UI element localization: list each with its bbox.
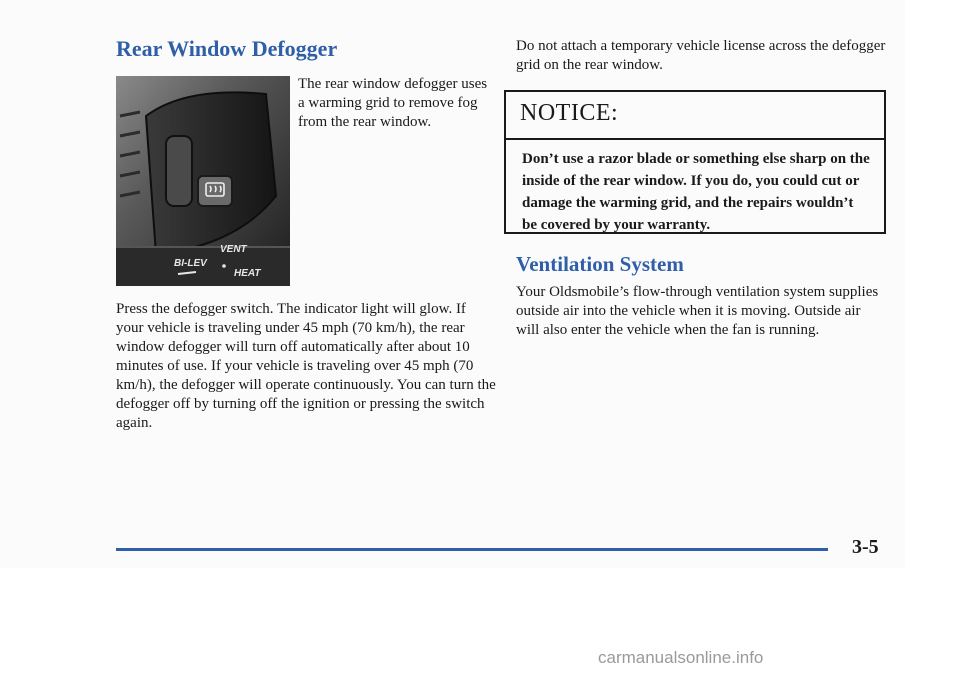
watermark-text: carmanualsonline.info — [598, 648, 764, 667]
notice-box — [504, 90, 886, 234]
bilev-label: BI-LEV — [174, 258, 207, 269]
defogger-intro-text: The rear window defogger uses a warming grid to remove fog from the rear window. — [298, 76, 488, 130]
section-heading-rear-window-defogger: Rear Window Defogger — [116, 36, 338, 61]
license-warning-text: Do not attach a temporary vehicle license across the defogger grid on the rear window. — [516, 38, 886, 73]
vent-label: VENT — [220, 244, 247, 255]
section-heading-ventilation-system: Ventilation System — [516, 252, 684, 276]
defogger-switch-photo — [116, 76, 290, 286]
notice-title: NOTICE: — [520, 100, 619, 126]
notice-divider — [506, 138, 884, 140]
defogger-instructions-text: Press the defogger switch. The indicator light will glow. If your vehicle is traveling under 45 mph (70 km/h), the rear window defogger will turn off automatically after about 10 minutes of use. If your vehicle is traveling over 45 mph (70 km/h), the defogger will operate continuously. You can turn the defogger off by turning off the ignition or pressing the switch again. — [116, 301, 496, 431]
notice-text: Don’t use a razor blade or something else sharp on the inside of the rear window. If you do, you could cut or damage the warming grid, and the repairs wouldn’t be covered by your warranty. — [522, 151, 870, 233]
heat-label: HEAT — [234, 268, 261, 279]
footer-rule — [116, 548, 828, 551]
ventilation-text: Your Oldsmobile’s flow-through ventilation system supplies outside air into the vehicle when it is moving. Outside air will also enter the vehicle when the fan is running. — [516, 284, 879, 338]
page-number: 3-5 — [852, 536, 879, 558]
